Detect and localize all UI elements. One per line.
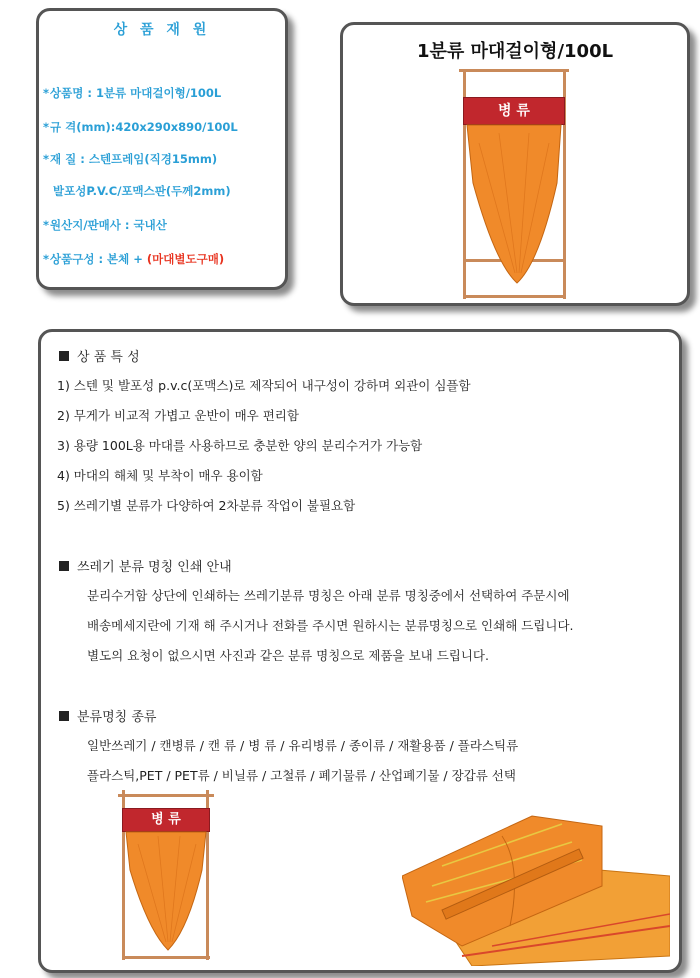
bullet-square-icon <box>59 351 69 361</box>
spec-title: 상 품 재 원 <box>113 22 211 38</box>
categories-line: 플라스틱,PET / PET류 / 비닐류 / 고철류 / 폐기물류 / 산업폐기물 / 장갑류 선택 <box>87 768 516 783</box>
orange-sack <box>459 123 569 323</box>
feature-item: 1) 스텐 및 발포성 p.v.c(포맥스)로 제작되어 내구성이 강하며 외관이 심플함 <box>57 378 471 393</box>
feature-item: 5) 쓰레기별 분류가 다양하여 2차분류 작업이 불필요함 <box>57 498 356 513</box>
product-title: 1분류 마대걸이형/100L <box>416 41 614 62</box>
bin-stand-image-bottom <box>118 790 214 962</box>
printing-line: 별도의 요청이 없으시면 사진과 같은 분류 명칭으로 제품을 보내 드립니다. <box>87 648 489 663</box>
spec-line-material-2: 발포성P.V.C/포맥스판(두께2mm) <box>53 184 231 198</box>
feature-item: 2) 무게가 비교적 가볍고 운반이 매우 편리함 <box>57 408 299 423</box>
bin-stand-image <box>459 69 569 301</box>
separate-purchase-note: (마대별도구매) <box>146 252 225 266</box>
spec-line-name: *상품명 : 1분류 마대걸이형/100L <box>43 86 222 100</box>
printing-line: 분리수거함 상단에 인쇄하는 쓰레기분류 명칭은 아래 분류 명칭중에서 선택하여 주문시에 <box>87 588 570 603</box>
spec-line-size: *규 격(mm):420x290x890/100L <box>43 120 238 134</box>
bin-sign: 병 류 <box>122 808 210 832</box>
spec-line-composition: *상품구성 : 본체 + (마대별도구매) <box>43 252 225 266</box>
categories-line: 일반쓰레기 / 캔병류 / 캔 류 / 병 류 / 유리병류 / 종이류 / 재활용품 / 플라스틱류 <box>87 738 519 753</box>
spec-line-material: *재 질 : 스텐프레임(직경15mm) <box>43 152 218 166</box>
orange-sack <box>118 830 214 960</box>
bin-sign: 병 류 <box>463 97 565 125</box>
printing-heading: 쓰레기 분류 명칭 인쇄 안내 <box>59 556 232 575</box>
feature-item: 3) 용량 100L용 마대를 사용하므로 충분한 양의 분리수거가 가능함 <box>57 438 423 453</box>
bullet-square-icon <box>59 711 69 721</box>
spec-line-origin: *원산지/판매사 : 국내산 <box>43 218 167 232</box>
bullet-square-icon <box>59 561 69 571</box>
printing-line: 배송메세지란에 기재 해 주시거나 전화를 주시면 원하시는 분류명칭으로 인쇄해 드립니다. <box>87 618 574 633</box>
categories-heading: 분류명칭 종류 <box>59 706 156 725</box>
feature-item: 4) 마대의 해체 및 부착이 매우 용이함 <box>57 468 263 483</box>
features-heading: 상 품 특 성 <box>59 346 140 365</box>
folded-sacks-image <box>402 806 670 966</box>
product-card <box>340 22 690 306</box>
spec-card <box>36 8 288 290</box>
